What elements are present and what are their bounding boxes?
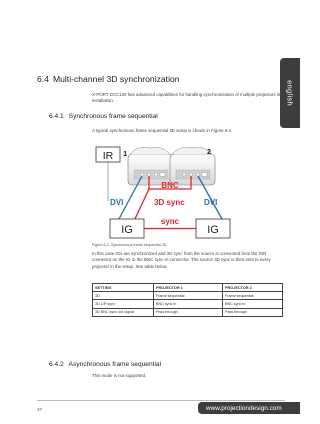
table-cell: Pass through	[223, 308, 283, 316]
table-cell: Frame sequential	[154, 292, 223, 300]
page-number: 37	[37, 407, 43, 412]
subsection-number: 6.4.1	[49, 113, 64, 120]
website-footer[interactable]	[198, 402, 300, 414]
ig-left-label: IG	[121, 224, 133, 236]
table-row	[93, 300, 283, 308]
section-intro-paragraph: X-PORT DCC120 has advanced capabilities for handling synchronization of multiple projectors in a 3D installation.	[92, 92, 291, 104]
table-row	[93, 308, 283, 316]
3d-sync-cable	[134, 189, 149, 221]
figure-caption: Figure 6-2. Synchronous frame sequential 3D	[92, 243, 167, 247]
table-cell: BNC sync in	[223, 300, 283, 308]
subsection-title: Asynchronous frame sequential	[68, 361, 162, 368]
section-heading	[37, 74, 180, 84]
table-row	[93, 292, 283, 300]
table-cell: Pass through	[154, 308, 223, 316]
table-cell: Frame sequential	[223, 292, 283, 300]
subsection-number: 6.4.2	[49, 361, 64, 368]
website-link[interactable]: www.projectiondesign.com	[206, 404, 282, 412]
table-cell: BNC sync in	[154, 300, 223, 308]
not-supported-paragraph: This mode is not supported.	[92, 373, 147, 378]
description-paragraph: In this case IGs are synchronized and 3D sync from the source is connected from the DIN connector on the IG to the BNC sync-in connector. The source 3D sync is then sent to every projector in the setup. See table below.	[92, 251, 271, 269]
3d-sync-label: 3D sync	[154, 198, 185, 207]
dvi-left-label: DVI	[110, 198, 124, 207]
bnc-label: BNC	[161, 181, 179, 190]
projector-1-number: 1	[123, 149, 128, 158]
section-title: Multi-channel 3D synchronization	[52, 74, 180, 84]
dvi-right-label: DVI	[204, 198, 218, 207]
figure-reference-paragraph: A typical synchronous frame sequential 3D setup is shown in Figure 6-2.	[92, 128, 233, 133]
ir-emitter-label: IR	[102, 149, 114, 162]
table-cell: 3D	[93, 292, 154, 300]
language-tab-label: english	[285, 80, 295, 106]
section-number: 6.4	[37, 74, 49, 84]
table-cell: 3D L/R sync	[93, 300, 154, 308]
ig-right-label: IG	[207, 224, 219, 236]
table-header-cell: SETTING	[93, 284, 154, 292]
table-cell: 3D BNC sync out signal	[93, 308, 154, 316]
subsection-title: Synchronous frame sequential	[68, 113, 158, 120]
subsection-heading-asynchronous	[49, 361, 161, 368]
table-header-row	[93, 284, 283, 292]
subsection-heading-synchronous	[49, 113, 158, 120]
table-header-cell: PROJECTOR 1	[154, 284, 223, 292]
ig-sync-label: sync	[160, 217, 180, 226]
settings-table	[92, 283, 283, 317]
sync-setup-diagram	[92, 139, 244, 241]
table-header-cell: PROJECTOR 2	[223, 284, 283, 292]
projector-1	[128, 147, 173, 185]
projector-2-number: 2	[207, 147, 212, 156]
